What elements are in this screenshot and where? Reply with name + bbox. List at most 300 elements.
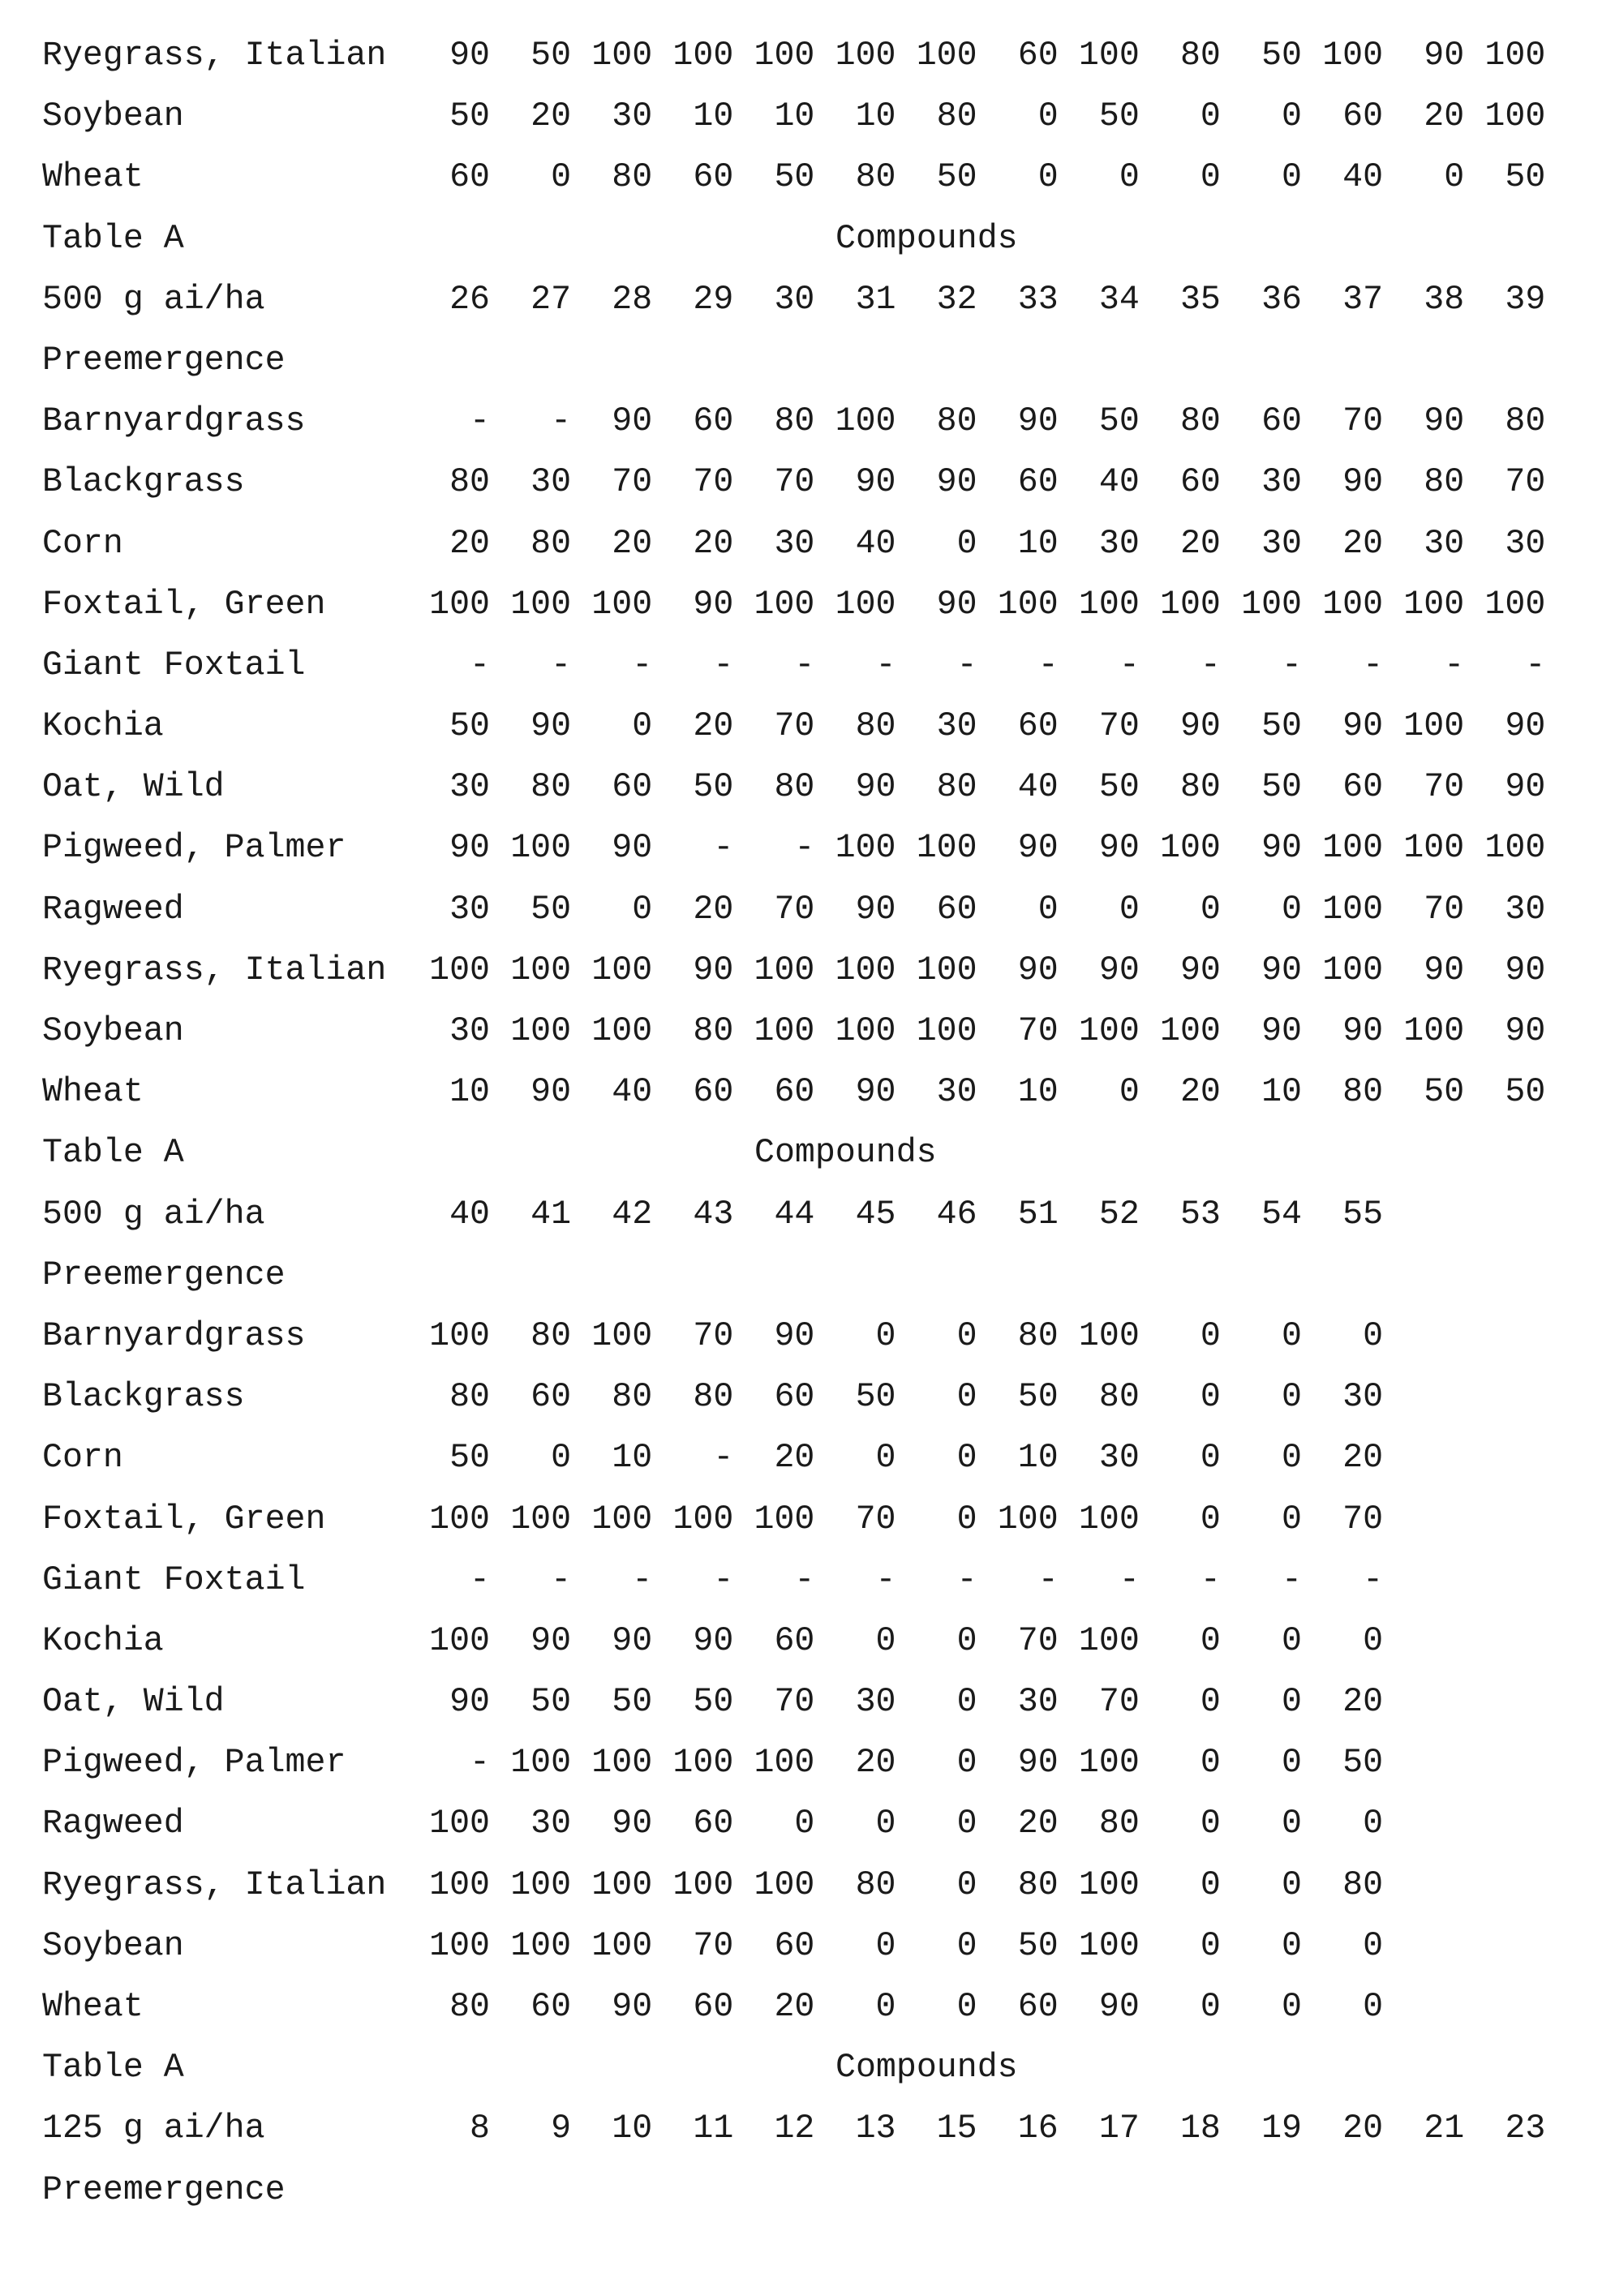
value-cell: 30 bbox=[409, 879, 490, 940]
value-cell: - bbox=[896, 635, 977, 696]
value-cell: 30 bbox=[1302, 1367, 1383, 1427]
value-cell: 20 bbox=[1302, 513, 1383, 574]
value-cell: 20 bbox=[977, 1793, 1059, 1854]
value-cell: 100 bbox=[490, 574, 571, 635]
table-row bbox=[0, 1489, 1615, 1550]
value-cell: 100 bbox=[490, 1001, 571, 1062]
value-cell: 30 bbox=[409, 1001, 490, 1062]
value-cell: 40 bbox=[977, 757, 1059, 818]
value-cell: 0 bbox=[1302, 1916, 1383, 1976]
value-cell: - bbox=[490, 635, 571, 696]
value-cell: 90 bbox=[977, 391, 1059, 452]
value-cell: 90 bbox=[733, 1306, 814, 1367]
value-cell: 0 bbox=[1221, 1732, 1302, 1793]
table-row bbox=[0, 86, 1615, 147]
value-cell: 0 bbox=[896, 1611, 977, 1672]
value-cell: - bbox=[896, 1550, 977, 1611]
value-cell: 0 bbox=[896, 1427, 977, 1488]
value-cell: 70 bbox=[733, 879, 814, 940]
row-label: Oat, Wild bbox=[42, 757, 225, 818]
compound-number: 54 bbox=[1221, 1184, 1302, 1245]
value-cell: 10 bbox=[409, 1062, 490, 1122]
value-cell: 0 bbox=[1221, 1427, 1302, 1488]
compound-number: 13 bbox=[815, 2098, 896, 2159]
section-label: Preemergence bbox=[42, 2160, 286, 2221]
value-cell: 100 bbox=[571, 574, 652, 635]
value-cell: 20 bbox=[652, 696, 733, 757]
value-cell: 90 bbox=[1221, 940, 1302, 1001]
value-cell: 80 bbox=[896, 86, 977, 147]
value-cell: 100 bbox=[815, 574, 896, 635]
value-cell: - bbox=[1302, 635, 1383, 696]
value-cell: 0 bbox=[977, 86, 1059, 147]
row-label: Kochia bbox=[42, 696, 164, 757]
value-cell: 40 bbox=[815, 513, 896, 574]
compounds-header: Compounds bbox=[835, 208, 1018, 269]
value-cell: 90 bbox=[1140, 696, 1221, 757]
value-cell: 100 bbox=[1302, 940, 1383, 1001]
value-cell: - bbox=[652, 818, 733, 878]
value-cell: 80 bbox=[1464, 391, 1545, 452]
value-cell: 0 bbox=[1221, 1367, 1302, 1427]
table-row bbox=[0, 1672, 1615, 1732]
table-title: Table A bbox=[42, 2037, 184, 2098]
value-cell: 90 bbox=[1059, 1976, 1140, 2037]
value-cell: 90 bbox=[1302, 452, 1383, 513]
value-cell: - bbox=[1383, 635, 1464, 696]
value-cell: 100 bbox=[1383, 574, 1464, 635]
value-cell: 90 bbox=[490, 1062, 571, 1122]
row-label: Blackgrass bbox=[42, 1367, 245, 1427]
value-cell: 0 bbox=[977, 879, 1059, 940]
row-label: Ryegrass, Italian bbox=[42, 1855, 386, 1916]
value-cell: 100 bbox=[1464, 25, 1545, 86]
value-cell: 0 bbox=[571, 696, 652, 757]
value-cell: 80 bbox=[409, 1976, 490, 2037]
value-cell: 50 bbox=[1383, 1062, 1464, 1122]
value-cell: - bbox=[1059, 635, 1140, 696]
value-cell: 70 bbox=[1302, 391, 1383, 452]
table-row bbox=[0, 1916, 1615, 1976]
value-cell: 100 bbox=[733, 1732, 814, 1793]
value-cell: 100 bbox=[409, 1611, 490, 1672]
value-cell: 90 bbox=[490, 696, 571, 757]
value-cell: 10 bbox=[571, 1427, 652, 1488]
value-cell: 20 bbox=[1140, 513, 1221, 574]
table-row bbox=[0, 25, 1615, 86]
value-cell: 70 bbox=[977, 1001, 1059, 1062]
table-row bbox=[0, 696, 1615, 757]
value-cell: 100 bbox=[1059, 1855, 1140, 1916]
value-cell: 20 bbox=[652, 513, 733, 574]
value-cell: 70 bbox=[977, 1611, 1059, 1672]
value-cell: 100 bbox=[1059, 25, 1140, 86]
value-cell: 50 bbox=[1059, 757, 1140, 818]
value-cell: - bbox=[652, 1550, 733, 1611]
value-cell: 0 bbox=[896, 1976, 977, 2037]
value-cell: 80 bbox=[1059, 1793, 1140, 1854]
value-cell: 0 bbox=[896, 1855, 977, 1916]
value-cell: 0 bbox=[1059, 879, 1140, 940]
value-cell: 100 bbox=[1059, 1916, 1140, 1976]
value-cell: 20 bbox=[733, 1976, 814, 2037]
value-cell: 100 bbox=[1140, 1001, 1221, 1062]
value-cell: 0 bbox=[733, 1793, 814, 1854]
value-cell: 100 bbox=[815, 391, 896, 452]
value-cell: 0 bbox=[490, 1427, 571, 1488]
compound-number: 29 bbox=[652, 269, 733, 330]
value-cell: 100 bbox=[896, 818, 977, 878]
value-cell: 90 bbox=[1464, 940, 1545, 1001]
table-row bbox=[0, 1855, 1615, 1916]
value-cell: 80 bbox=[815, 696, 896, 757]
value-cell: 90 bbox=[1464, 696, 1545, 757]
row-label: Foxtail, Green bbox=[42, 1489, 325, 1550]
table-row bbox=[0, 1367, 1615, 1427]
compound-number: 51 bbox=[977, 1184, 1059, 1245]
value-cell: 80 bbox=[733, 391, 814, 452]
compound-number: 10 bbox=[571, 2098, 652, 2159]
table-row bbox=[0, 1732, 1615, 1793]
value-cell: 90 bbox=[409, 1672, 490, 1732]
value-cell: 100 bbox=[896, 25, 977, 86]
value-cell: 100 bbox=[1302, 879, 1383, 940]
row-label: Soybean bbox=[42, 1001, 184, 1062]
value-cell: 0 bbox=[1221, 147, 1302, 208]
value-cell: 70 bbox=[1059, 1672, 1140, 1732]
value-cell: 80 bbox=[815, 1855, 896, 1916]
value-cell: 20 bbox=[652, 879, 733, 940]
value-cell: - bbox=[652, 1427, 733, 1488]
value-cell: - bbox=[1464, 635, 1545, 696]
value-cell: 90 bbox=[1383, 25, 1464, 86]
compound-number: 41 bbox=[490, 1184, 571, 1245]
value-cell: 0 bbox=[1140, 1306, 1221, 1367]
value-cell: 0 bbox=[1059, 147, 1140, 208]
value-cell: 90 bbox=[1464, 1001, 1545, 1062]
value-cell: 100 bbox=[490, 1489, 571, 1550]
value-cell: 80 bbox=[490, 1306, 571, 1367]
value-cell: 0 bbox=[1140, 879, 1221, 940]
value-cell: 90 bbox=[815, 1062, 896, 1122]
value-cell: 50 bbox=[1464, 147, 1545, 208]
value-cell: 20 bbox=[1140, 1062, 1221, 1122]
value-cell: 0 bbox=[977, 147, 1059, 208]
value-cell: 0 bbox=[1140, 1427, 1221, 1488]
value-cell: 80 bbox=[490, 513, 571, 574]
table-row bbox=[0, 1793, 1615, 1854]
value-cell: 100 bbox=[1302, 574, 1383, 635]
value-cell: 20 bbox=[1383, 86, 1464, 147]
value-cell: 70 bbox=[733, 696, 814, 757]
value-cell: 10 bbox=[977, 513, 1059, 574]
value-cell: 50 bbox=[490, 25, 571, 86]
value-cell: 70 bbox=[652, 1916, 733, 1976]
row-label: Barnyardgrass bbox=[42, 391, 305, 452]
value-cell: 0 bbox=[1221, 1672, 1302, 1732]
value-cell: 0 bbox=[1140, 1793, 1221, 1854]
value-cell: 60 bbox=[733, 1611, 814, 1672]
value-cell: 100 bbox=[896, 940, 977, 1001]
value-cell: 0 bbox=[1221, 1306, 1302, 1367]
value-cell: 60 bbox=[733, 1916, 814, 1976]
value-cell: 60 bbox=[977, 25, 1059, 86]
value-cell: 50 bbox=[896, 147, 977, 208]
value-cell: 0 bbox=[1140, 86, 1221, 147]
value-cell: 80 bbox=[896, 391, 977, 452]
compound-number: 23 bbox=[1464, 2098, 1545, 2159]
value-cell: 0 bbox=[1221, 879, 1302, 940]
table-row bbox=[0, 1001, 1615, 1062]
value-cell: 70 bbox=[733, 1672, 814, 1732]
table-title: Table A bbox=[42, 1122, 184, 1183]
value-cell: 100 bbox=[1464, 86, 1545, 147]
value-cell: 100 bbox=[571, 1855, 652, 1916]
compound-number: 45 bbox=[815, 1184, 896, 1245]
value-cell: 70 bbox=[1302, 1489, 1383, 1550]
value-cell: - bbox=[977, 635, 1059, 696]
value-cell: 100 bbox=[571, 1916, 652, 1976]
row-label: Soybean bbox=[42, 1916, 184, 1976]
row-label: Pigweed, Palmer bbox=[42, 1732, 346, 1793]
value-cell: 100 bbox=[733, 1489, 814, 1550]
value-cell: 0 bbox=[896, 1367, 977, 1427]
value-cell: 90 bbox=[490, 1611, 571, 1672]
value-cell: - bbox=[1221, 635, 1302, 696]
row-label: Barnyardgrass bbox=[42, 1306, 305, 1367]
compound-number: 44 bbox=[733, 1184, 814, 1245]
compound-number: 32 bbox=[896, 269, 977, 330]
row-label: Wheat bbox=[42, 1062, 144, 1122]
value-cell: 100 bbox=[571, 940, 652, 1001]
value-cell: 30 bbox=[571, 86, 652, 147]
value-cell: - bbox=[490, 1550, 571, 1611]
value-cell: 30 bbox=[977, 1672, 1059, 1732]
value-cell: 100 bbox=[490, 818, 571, 878]
compound-number: 12 bbox=[733, 2098, 814, 2159]
value-cell: - bbox=[571, 635, 652, 696]
value-cell: - bbox=[815, 1550, 896, 1611]
value-cell: 0 bbox=[1383, 147, 1464, 208]
value-cell: 70 bbox=[1059, 696, 1140, 757]
value-cell: 30 bbox=[490, 1793, 571, 1854]
value-cell: 50 bbox=[1464, 1062, 1545, 1122]
value-cell: 80 bbox=[571, 1367, 652, 1427]
value-cell: 100 bbox=[1059, 1489, 1140, 1550]
row-label: Ryegrass, Italian bbox=[42, 25, 386, 86]
value-cell: 100 bbox=[1383, 1001, 1464, 1062]
value-cell: 100 bbox=[733, 940, 814, 1001]
value-cell: 40 bbox=[1302, 147, 1383, 208]
value-cell: 0 bbox=[1140, 1855, 1221, 1916]
value-cell: 50 bbox=[1221, 696, 1302, 757]
value-cell: 80 bbox=[1140, 757, 1221, 818]
value-cell: 70 bbox=[1383, 757, 1464, 818]
value-cell: 0 bbox=[896, 513, 977, 574]
value-cell: 60 bbox=[652, 1793, 733, 1854]
table-row bbox=[0, 1427, 1615, 1488]
value-cell: - bbox=[1221, 1550, 1302, 1611]
value-cell: 100 bbox=[977, 574, 1059, 635]
value-cell: 60 bbox=[1302, 757, 1383, 818]
value-cell: 100 bbox=[652, 1855, 733, 1916]
value-cell: 100 bbox=[977, 1489, 1059, 1550]
value-cell: 10 bbox=[977, 1062, 1059, 1122]
value-cell: 70 bbox=[815, 1489, 896, 1550]
value-cell: - bbox=[1059, 1550, 1140, 1611]
row-label: Soybean bbox=[42, 86, 184, 147]
value-cell: 80 bbox=[1140, 391, 1221, 452]
value-cell: - bbox=[409, 1550, 490, 1611]
value-cell: 0 bbox=[815, 1306, 896, 1367]
value-cell: 100 bbox=[652, 1489, 733, 1550]
value-cell: 70 bbox=[571, 452, 652, 513]
value-cell: 100 bbox=[571, 1306, 652, 1367]
value-cell: 90 bbox=[1383, 940, 1464, 1001]
value-cell: - bbox=[1302, 1550, 1383, 1611]
value-cell: 0 bbox=[815, 1611, 896, 1672]
value-cell: 90 bbox=[815, 452, 896, 513]
table-title-row bbox=[0, 1122, 1615, 1183]
value-cell: 90 bbox=[977, 818, 1059, 878]
compound-number: 53 bbox=[1140, 1184, 1221, 1245]
value-cell: 50 bbox=[1059, 391, 1140, 452]
value-cell: 80 bbox=[733, 757, 814, 818]
value-cell: 100 bbox=[1059, 1732, 1140, 1793]
value-cell: 0 bbox=[571, 879, 652, 940]
value-cell: 100 bbox=[1383, 818, 1464, 878]
value-cell: 0 bbox=[1302, 1306, 1383, 1367]
value-cell: 70 bbox=[1383, 879, 1464, 940]
value-cell: 80 bbox=[571, 147, 652, 208]
value-cell: - bbox=[1140, 635, 1221, 696]
value-cell: 80 bbox=[1140, 25, 1221, 86]
value-cell: 0 bbox=[896, 1732, 977, 1793]
section-label: Preemergence bbox=[42, 330, 286, 391]
value-cell: 30 bbox=[733, 513, 814, 574]
value-cell: 80 bbox=[409, 452, 490, 513]
value-cell: 80 bbox=[1383, 452, 1464, 513]
compound-number: 9 bbox=[490, 2098, 571, 2159]
value-cell: - bbox=[977, 1550, 1059, 1611]
value-cell: 100 bbox=[815, 818, 896, 878]
value-cell: 0 bbox=[1140, 1916, 1221, 1976]
value-cell: 30 bbox=[815, 1672, 896, 1732]
value-cell: 0 bbox=[896, 1916, 977, 1976]
value-cell: 0 bbox=[1221, 1916, 1302, 1976]
value-cell: 60 bbox=[977, 452, 1059, 513]
section-label: Preemergence bbox=[42, 1245, 286, 1306]
value-cell: 60 bbox=[1140, 452, 1221, 513]
rate-row bbox=[0, 2098, 1615, 2159]
row-label: Wheat bbox=[42, 1976, 144, 2037]
row-label: Corn bbox=[42, 513, 123, 574]
value-cell: 0 bbox=[1140, 1976, 1221, 2037]
value-cell: 90 bbox=[896, 574, 977, 635]
value-cell: 100 bbox=[1140, 574, 1221, 635]
value-cell: 80 bbox=[1059, 1367, 1140, 1427]
value-cell: 100 bbox=[1302, 818, 1383, 878]
value-cell: 90 bbox=[1302, 696, 1383, 757]
value-cell: - bbox=[733, 818, 814, 878]
value-cell: 20 bbox=[571, 513, 652, 574]
value-cell: 90 bbox=[1221, 818, 1302, 878]
value-cell: 70 bbox=[652, 1306, 733, 1367]
value-cell: 100 bbox=[815, 940, 896, 1001]
value-cell: 90 bbox=[1059, 940, 1140, 1001]
value-cell: 90 bbox=[896, 452, 977, 513]
value-cell: 90 bbox=[571, 818, 652, 878]
value-cell: 90 bbox=[1302, 1001, 1383, 1062]
value-cell: 100 bbox=[571, 1001, 652, 1062]
compound-number: 17 bbox=[1059, 2098, 1140, 2159]
compounds-header: Compounds bbox=[754, 1122, 937, 1183]
value-cell: 60 bbox=[652, 1976, 733, 2037]
value-cell: 80 bbox=[652, 1367, 733, 1427]
rate-row bbox=[0, 269, 1615, 330]
value-cell: 80 bbox=[896, 757, 977, 818]
value-cell: 0 bbox=[1221, 86, 1302, 147]
value-cell: 10 bbox=[652, 86, 733, 147]
value-cell: 100 bbox=[733, 1855, 814, 1916]
compound-number: 34 bbox=[1059, 269, 1140, 330]
value-cell: 0 bbox=[1140, 1367, 1221, 1427]
value-cell: 100 bbox=[571, 1732, 652, 1793]
table-row bbox=[0, 1306, 1615, 1367]
value-cell: 0 bbox=[815, 1427, 896, 1488]
value-cell: 60 bbox=[1302, 86, 1383, 147]
value-cell: 60 bbox=[1221, 391, 1302, 452]
value-cell: 80 bbox=[652, 1001, 733, 1062]
compound-number: 19 bbox=[1221, 2098, 1302, 2159]
compound-number: 40 bbox=[409, 1184, 490, 1245]
table-row bbox=[0, 574, 1615, 635]
value-cell: 100 bbox=[1140, 818, 1221, 878]
compound-number: 42 bbox=[571, 1184, 652, 1245]
value-cell: 40 bbox=[571, 1062, 652, 1122]
value-cell: 100 bbox=[815, 1001, 896, 1062]
value-cell: 60 bbox=[977, 1976, 1059, 2037]
value-cell: - bbox=[815, 635, 896, 696]
value-cell: 60 bbox=[977, 696, 1059, 757]
row-label: Ragweed bbox=[42, 879, 184, 940]
table-row bbox=[0, 879, 1615, 940]
compound-number: 38 bbox=[1383, 269, 1464, 330]
value-cell: 90 bbox=[977, 940, 1059, 1001]
value-cell: 0 bbox=[1221, 1976, 1302, 2037]
value-cell: 0 bbox=[815, 1916, 896, 1976]
table-row bbox=[0, 1062, 1615, 1122]
section-row bbox=[0, 2160, 1615, 2221]
value-cell: 100 bbox=[490, 1916, 571, 1976]
value-cell: 80 bbox=[490, 757, 571, 818]
section-row bbox=[0, 330, 1615, 391]
compound-number: 36 bbox=[1221, 269, 1302, 330]
table-row bbox=[0, 1550, 1615, 1611]
value-cell: 100 bbox=[733, 574, 814, 635]
value-cell: - bbox=[490, 391, 571, 452]
row-label: Giant Foxtail bbox=[42, 1550, 305, 1611]
value-cell: 90 bbox=[571, 391, 652, 452]
value-cell: 90 bbox=[571, 1793, 652, 1854]
value-cell: 50 bbox=[1221, 757, 1302, 818]
value-cell: 100 bbox=[409, 1793, 490, 1854]
value-cell: 100 bbox=[409, 1855, 490, 1916]
row-label: Pigweed, Palmer bbox=[42, 818, 346, 878]
value-cell: 90 bbox=[652, 574, 733, 635]
value-cell: 100 bbox=[733, 1001, 814, 1062]
value-cell: 70 bbox=[1464, 452, 1545, 513]
